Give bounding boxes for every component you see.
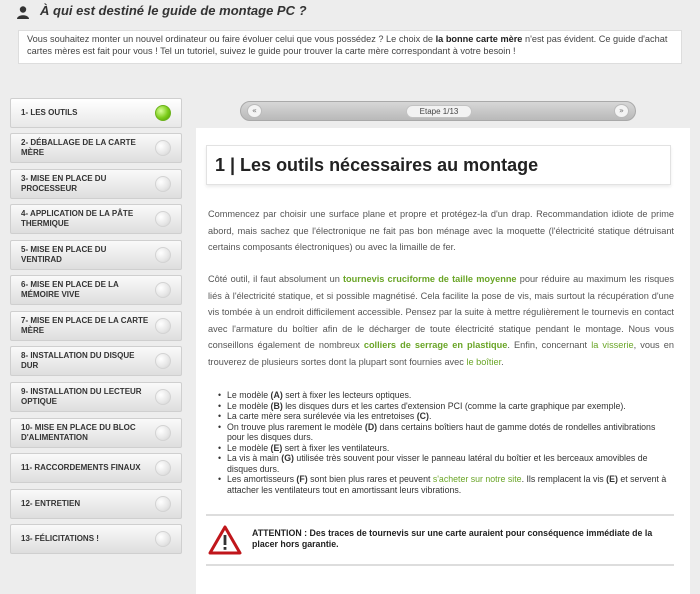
list-item: • La carte mère sera surélevée via les entretoises (C). xyxy=(218,411,674,422)
user-icon xyxy=(16,5,30,19)
list-item: • Le modèle (B) les disques durs et les cartes d'extension PCI (comme la carte graphique par exemple). xyxy=(218,401,674,412)
step-status-dot xyxy=(155,425,171,441)
sidebar-item-final-connections[interactable]: 11- RACCORDEMENTS FINAUX xyxy=(10,453,182,483)
sidebar-item-optical-drive[interactable]: 9- INSTALLATION DU LECTEUR OPTIQUE xyxy=(10,382,182,412)
step-status-dot xyxy=(155,318,171,334)
screwdriver-link[interactable]: tournevis cruciforme de taille moyenne xyxy=(343,274,517,284)
step-status-dot xyxy=(155,140,171,156)
sidebar-item-power-supply[interactable]: 10- MISE EN PLACE DU BLOC D'ALIMENTATION xyxy=(10,418,182,448)
list-item: • Les amortisseurs (F) sont bien plus rares et peuvent s'acheter sur notre site. Ils remplacent la vis (E) et servent à attacher les ventilateurs tout en amortissant leurs vibrations. xyxy=(218,474,674,495)
step-status-dot xyxy=(155,282,171,298)
sidebar-item-cooler[interactable]: 5- MISE EN PLACE DU VENTIRAD xyxy=(10,240,182,270)
step-navigation xyxy=(240,101,636,121)
cable-ties-link[interactable]: colliers de serrage en plastique xyxy=(363,340,508,350)
step-counter: Etape 1/13 xyxy=(406,105,472,118)
screws-link[interactable]: la visserie xyxy=(591,340,634,350)
sidebar-item-congratulations[interactable]: 13- FÉLICITATIONS ! xyxy=(10,524,182,554)
sidebar-item-tools[interactable]: 1- LES OUTILS xyxy=(10,98,182,128)
sidebar-item-thermal-paste[interactable]: 4- APPLICATION DE LA PÂTE THERMIQUE xyxy=(10,204,182,234)
step-content xyxy=(196,128,690,594)
step-status-dot xyxy=(155,496,171,512)
step-status-dot xyxy=(155,211,171,227)
warning-text: ATTENTION : Des traces de tournevis sur une carte auraient pour conséquence immédiate de la placer hors garantie. xyxy=(252,528,653,549)
list-item: • On trouve plus rarement le modèle (D) dans certains boîtiers haut de gamme dotés de rondelles antivibrations pour les disques durs. xyxy=(218,422,674,443)
intro-text: Vous souhaitez monter un nouvel ordinateur ou faire évoluer celui que vous possédez ? Le choix de la bonne carte mère n'est pas évident. Ce guide d'achat cartes mères est fait pour vous ! Tel un tutoriel, suivez le guide pour trouver la carte mère correspondant à votre besoin ! xyxy=(18,30,682,64)
list-item: • Le modèle (E) sert à fixer les ventilateurs. xyxy=(218,443,674,454)
warning-triangle-icon xyxy=(208,525,242,555)
step-status-dot xyxy=(155,531,171,547)
sidebar-item-motherboard[interactable]: 7- MISE EN PLACE DE LA CARTE MÈRE xyxy=(10,311,182,341)
previous-step-button[interactable]: « xyxy=(247,104,262,118)
page-title: À qui est destiné le guide de montage PC ? xyxy=(40,3,307,18)
sidebar-item-processor[interactable]: 3- MISE EN PLACE DU PROCESSEUR xyxy=(10,169,182,199)
step-status-dot xyxy=(155,389,171,405)
step-status-dot xyxy=(155,247,171,263)
step-title: 1 | Les outils nécessaires au montage xyxy=(206,145,671,185)
steps-sidebar xyxy=(10,98,182,558)
sidebar-item-hard-drive[interactable]: 8- INSTALLATION DU DISQUE DUR xyxy=(10,346,182,376)
list-item: • Le modèle (A) sert à fixer les lecteurs optiques. xyxy=(218,390,674,401)
warning-box xyxy=(206,514,674,566)
next-step-button[interactable]: » xyxy=(614,104,629,118)
sidebar-item-maintenance[interactable]: 12- ENTRETIEN xyxy=(10,489,182,519)
case-link[interactable]: le boîtier xyxy=(466,356,502,367)
sidebar-item-unpacking[interactable]: 2- DÉBALLAGE DE LA CARTE MÈRE xyxy=(10,133,182,163)
sidebar-item-memory[interactable]: 6- MISE EN PLACE DE LA MÉMOIRE VIVE xyxy=(10,275,182,305)
step-status-dot xyxy=(155,460,171,476)
shop-link[interactable]: s'acheter sur notre site xyxy=(432,474,522,484)
intro-paragraph: Commencez par choisir une surface plane et propre et protégez-la d'un drap. Recommandation idiote de prime abord, mais sachez que l'électronique ne fait pas bon ménage avec la moquette (l'électricité statique détruisant certains composants électroniques) ou avec la limaille de fer. xyxy=(208,209,674,252)
screw-types-list xyxy=(218,390,674,495)
step-status-dot xyxy=(155,353,171,369)
list-item: • La vis à main (G) utilisée très souvent pour visser le panneau latéral du boîtier et les berceaux amovibles de disques durs. xyxy=(218,453,674,474)
step-status-dot xyxy=(155,176,171,192)
step-status-dot xyxy=(155,105,171,121)
tools-paragraph: Côté outil, il faut absolument un tournevis cruciforme de taille moyenne pour réduire au maximum les risques liés à l'électricité statique, et si possible magnétisé. Cela facilite la pose de vis, mais surtout la récupération d'une vis tombée à un endroit difficilement accessible. Pensez par la suite à mettre régulièrement le tournevis en contact avec l'armature du boîtier afin de le décharger de toute électricité statique pendant le montage. Nous vous conseillons également de nombreux colliers de serrage en plastique. Enfin, concernant la visserie, vous en trouverez de plusieurs sortes dont la plupart sont fournies avec le boîtier. xyxy=(208,274,674,367)
page-header xyxy=(10,0,690,26)
